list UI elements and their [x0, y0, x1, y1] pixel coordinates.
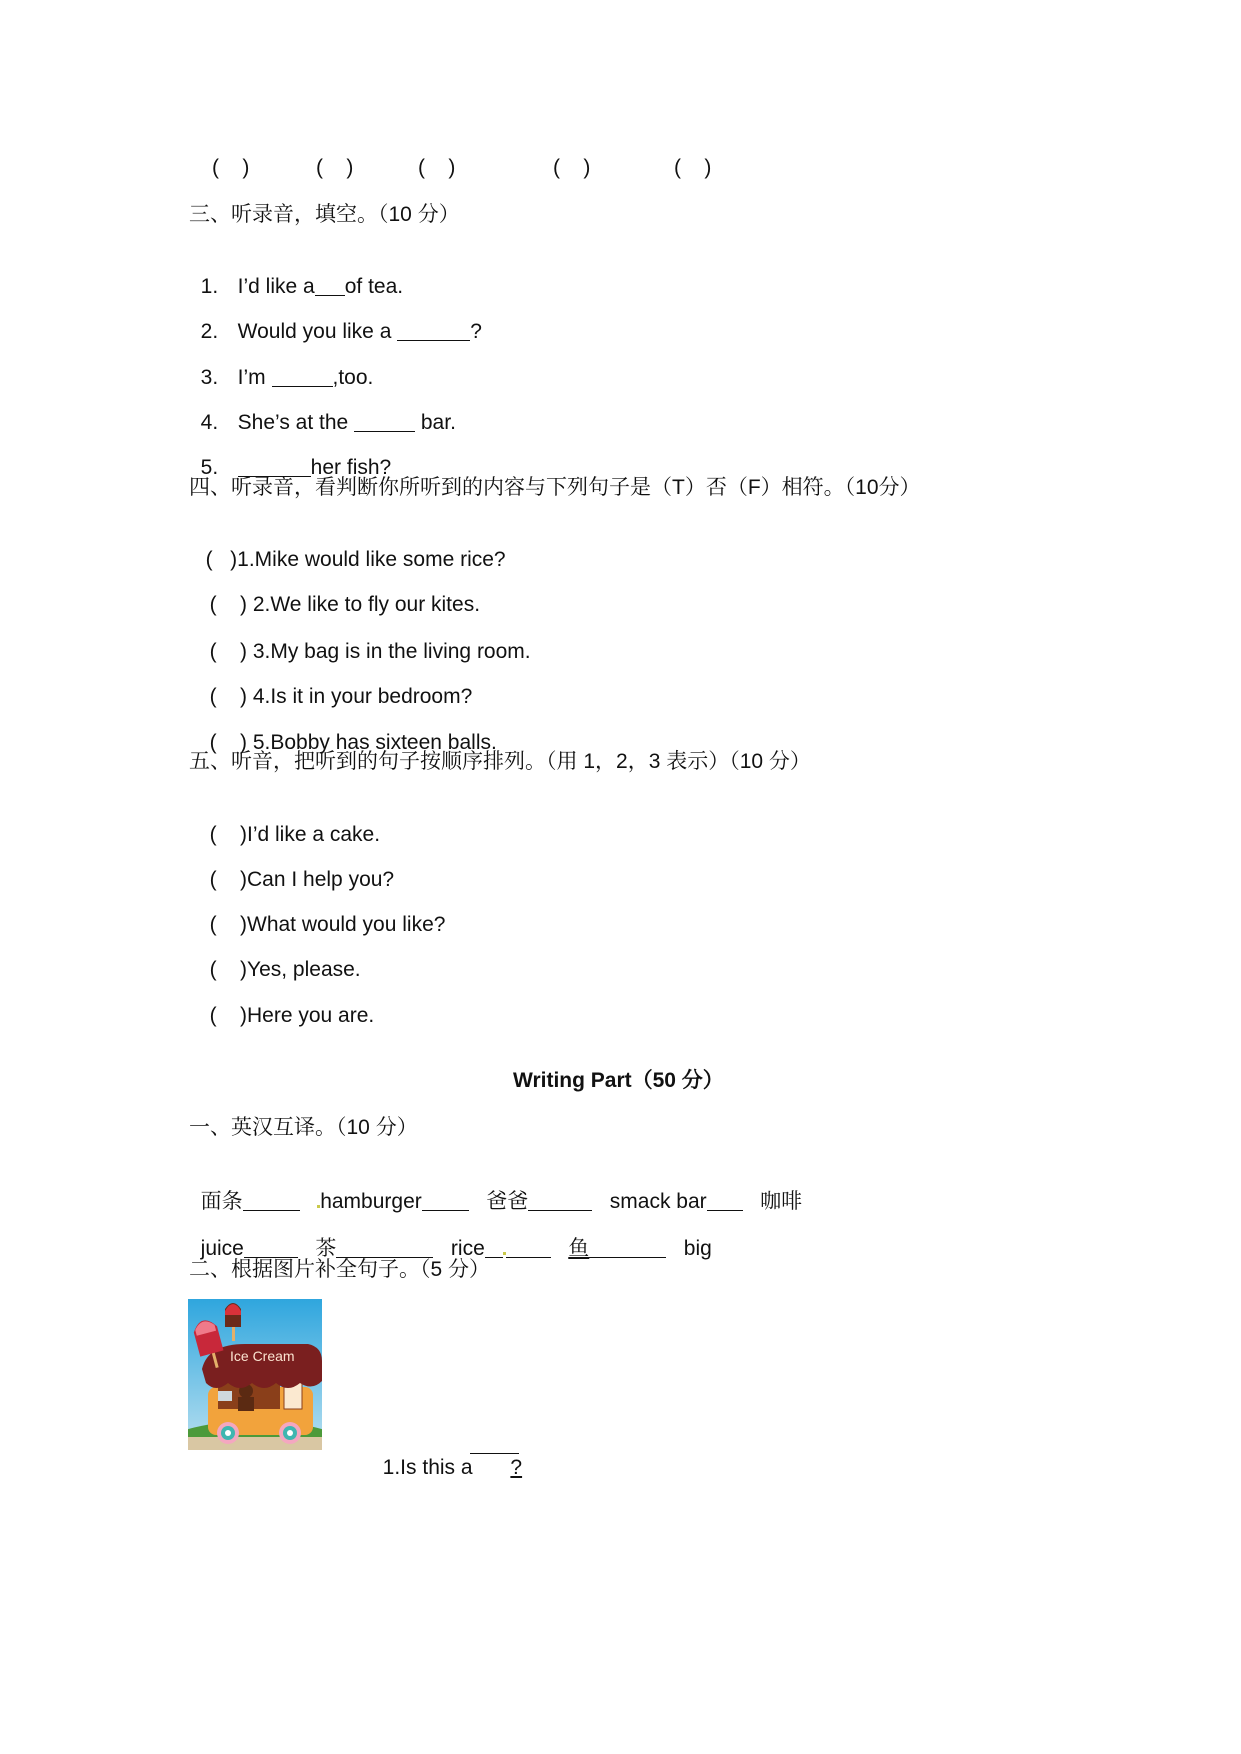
item-text-before: Would you like a — [237, 320, 398, 343]
item-number: 3. — [200, 366, 219, 389]
fill-item-2 — [189, 293, 482, 345]
translation-word: rice — [450, 1237, 485, 1260]
item-text: What would you like? — [247, 913, 446, 936]
answer-bracket[interactable]: ( ) — [209, 823, 247, 846]
answer-bracket[interactable]: ( ) — [209, 913, 247, 936]
item-text: I’d like a cake. — [247, 823, 381, 846]
item-number: 2. — [200, 320, 219, 343]
item-text-before: I’m — [237, 366, 272, 389]
item-text-after: of tea. — [344, 275, 404, 298]
section3-heading: 三、听录音，填空。（10 分） — [189, 203, 460, 226]
translation-word: 面条 — [200, 1190, 243, 1213]
ice-cream-sign: Ice Cream — [230, 1348, 295, 1364]
vendor-body — [238, 1397, 254, 1411]
answer-bracket[interactable]: ( ) — [209, 958, 247, 981]
tf-item-4 — [198, 658, 472, 710]
translation-word: 爸爸 — [486, 1190, 529, 1213]
question-text-after: ? — [510, 1456, 523, 1479]
translation-word: 咖啡 — [760, 1190, 803, 1213]
item-text-after: her fish? — [310, 456, 392, 479]
translation-row-2 — [189, 1210, 712, 1262]
answer-bracket[interactable]: ( ) — [316, 156, 354, 179]
answer-bracket[interactable]: ( ) — [418, 156, 456, 179]
answer-bracket[interactable]: ( ) — [209, 868, 247, 891]
question-text-before: 1.Is this a — [382, 1456, 479, 1479]
writing-section1-heading: 一、英汉互译。（10 分） — [189, 1116, 418, 1139]
ice-cream-cart-illustration — [188, 1299, 322, 1450]
item-text-after: ,too. — [332, 366, 374, 389]
order-item-4 — [198, 931, 361, 983]
answer-bracket[interactable]: ( ) — [205, 548, 238, 571]
answer-blank[interactable] — [422, 1190, 469, 1211]
item-text: 2.We like to fly our kites. — [247, 593, 481, 616]
translation-row-1 — [189, 1163, 802, 1215]
answer-bracket[interactable]: ( ) — [209, 731, 247, 754]
tf-item-2 — [198, 566, 480, 618]
item-text: Can I help you? — [247, 868, 395, 891]
picture-question — [371, 1429, 522, 1481]
answer-bracket[interactable]: ( ) — [212, 156, 250, 179]
answer-blank[interactable] — [478, 1457, 510, 1477]
answer-blank[interactable] — [238, 456, 311, 477]
item-text: Here you are. — [247, 1004, 375, 1027]
answer-bracket[interactable]: ( ) — [553, 156, 591, 179]
answer-bracket[interactable]: ( ) — [209, 640, 247, 663]
answer-underline — [470, 1453, 519, 1454]
wheel-right-hub — [287, 1430, 293, 1436]
answer-bracket[interactable]: ( ) — [209, 1004, 247, 1027]
translation-word: 茶 — [315, 1237, 337, 1260]
fill-item-5 — [189, 429, 391, 481]
item-text-after: bar. — [415, 411, 456, 434]
answer-bracket[interactable]: ( ) — [209, 593, 247, 616]
writing-part-title: Writing Part（50 分） — [513, 1069, 724, 1092]
ground — [188, 1437, 322, 1450]
answer-blank[interactable] — [397, 320, 470, 341]
answer-blank[interactable] — [589, 1237, 666, 1258]
section5-heading: 五、听音，把听到的句子按顺序排列。（用 1，2，3 表示）（10 分） — [189, 750, 811, 773]
answer-blank[interactable] — [244, 1237, 298, 1258]
item-text: 4.Is it in your bedroom? — [247, 685, 473, 708]
order-item-5 — [198, 977, 374, 1029]
cash-register — [218, 1391, 232, 1401]
answer-blank[interactable] — [528, 1190, 592, 1211]
item-number: 1. — [200, 275, 219, 298]
section4-heading: 四、听录音，看判断你所听到的内容与下列句子是（T）否（F）相符。（10分） — [189, 476, 921, 499]
item-text: 1.Mike would like some rice? — [237, 548, 506, 571]
item-text-before: She’s at the — [237, 411, 355, 434]
translation-word: 鱼 — [568, 1237, 590, 1260]
answer-bracket[interactable]: ( ) — [209, 685, 247, 708]
item-number: 5. — [200, 456, 219, 479]
answer-blank[interactable] — [336, 1237, 433, 1258]
answer-blank[interactable] — [485, 1237, 503, 1258]
ice-cream-cart-picture — [188, 1299, 322, 1450]
translation-word: hamburger — [320, 1190, 422, 1213]
translation-word: smack bar — [609, 1190, 707, 1213]
answer-blank[interactable] — [243, 1190, 300, 1211]
item-text-after: ? — [470, 320, 482, 343]
answer-bracket[interactable]: ( ) — [674, 156, 712, 179]
item-text: 3.My bag is in the living room. — [247, 640, 531, 663]
item-text-before: I’d like a — [237, 275, 315, 298]
item-text: Yes, please. — [247, 958, 361, 981]
wheel-left-hub — [225, 1430, 231, 1436]
item-number: 4. — [200, 411, 219, 434]
answer-blank[interactable] — [506, 1237, 551, 1258]
answer-blank[interactable] — [707, 1190, 743, 1211]
translation-word: big — [683, 1237, 712, 1260]
writing-section2-heading: 二、根据图片补全句子。（5 分） — [189, 1258, 491, 1281]
translation-word: juice — [200, 1237, 244, 1260]
item-text: 5.Bobby has sixteen balls. — [247, 731, 497, 754]
